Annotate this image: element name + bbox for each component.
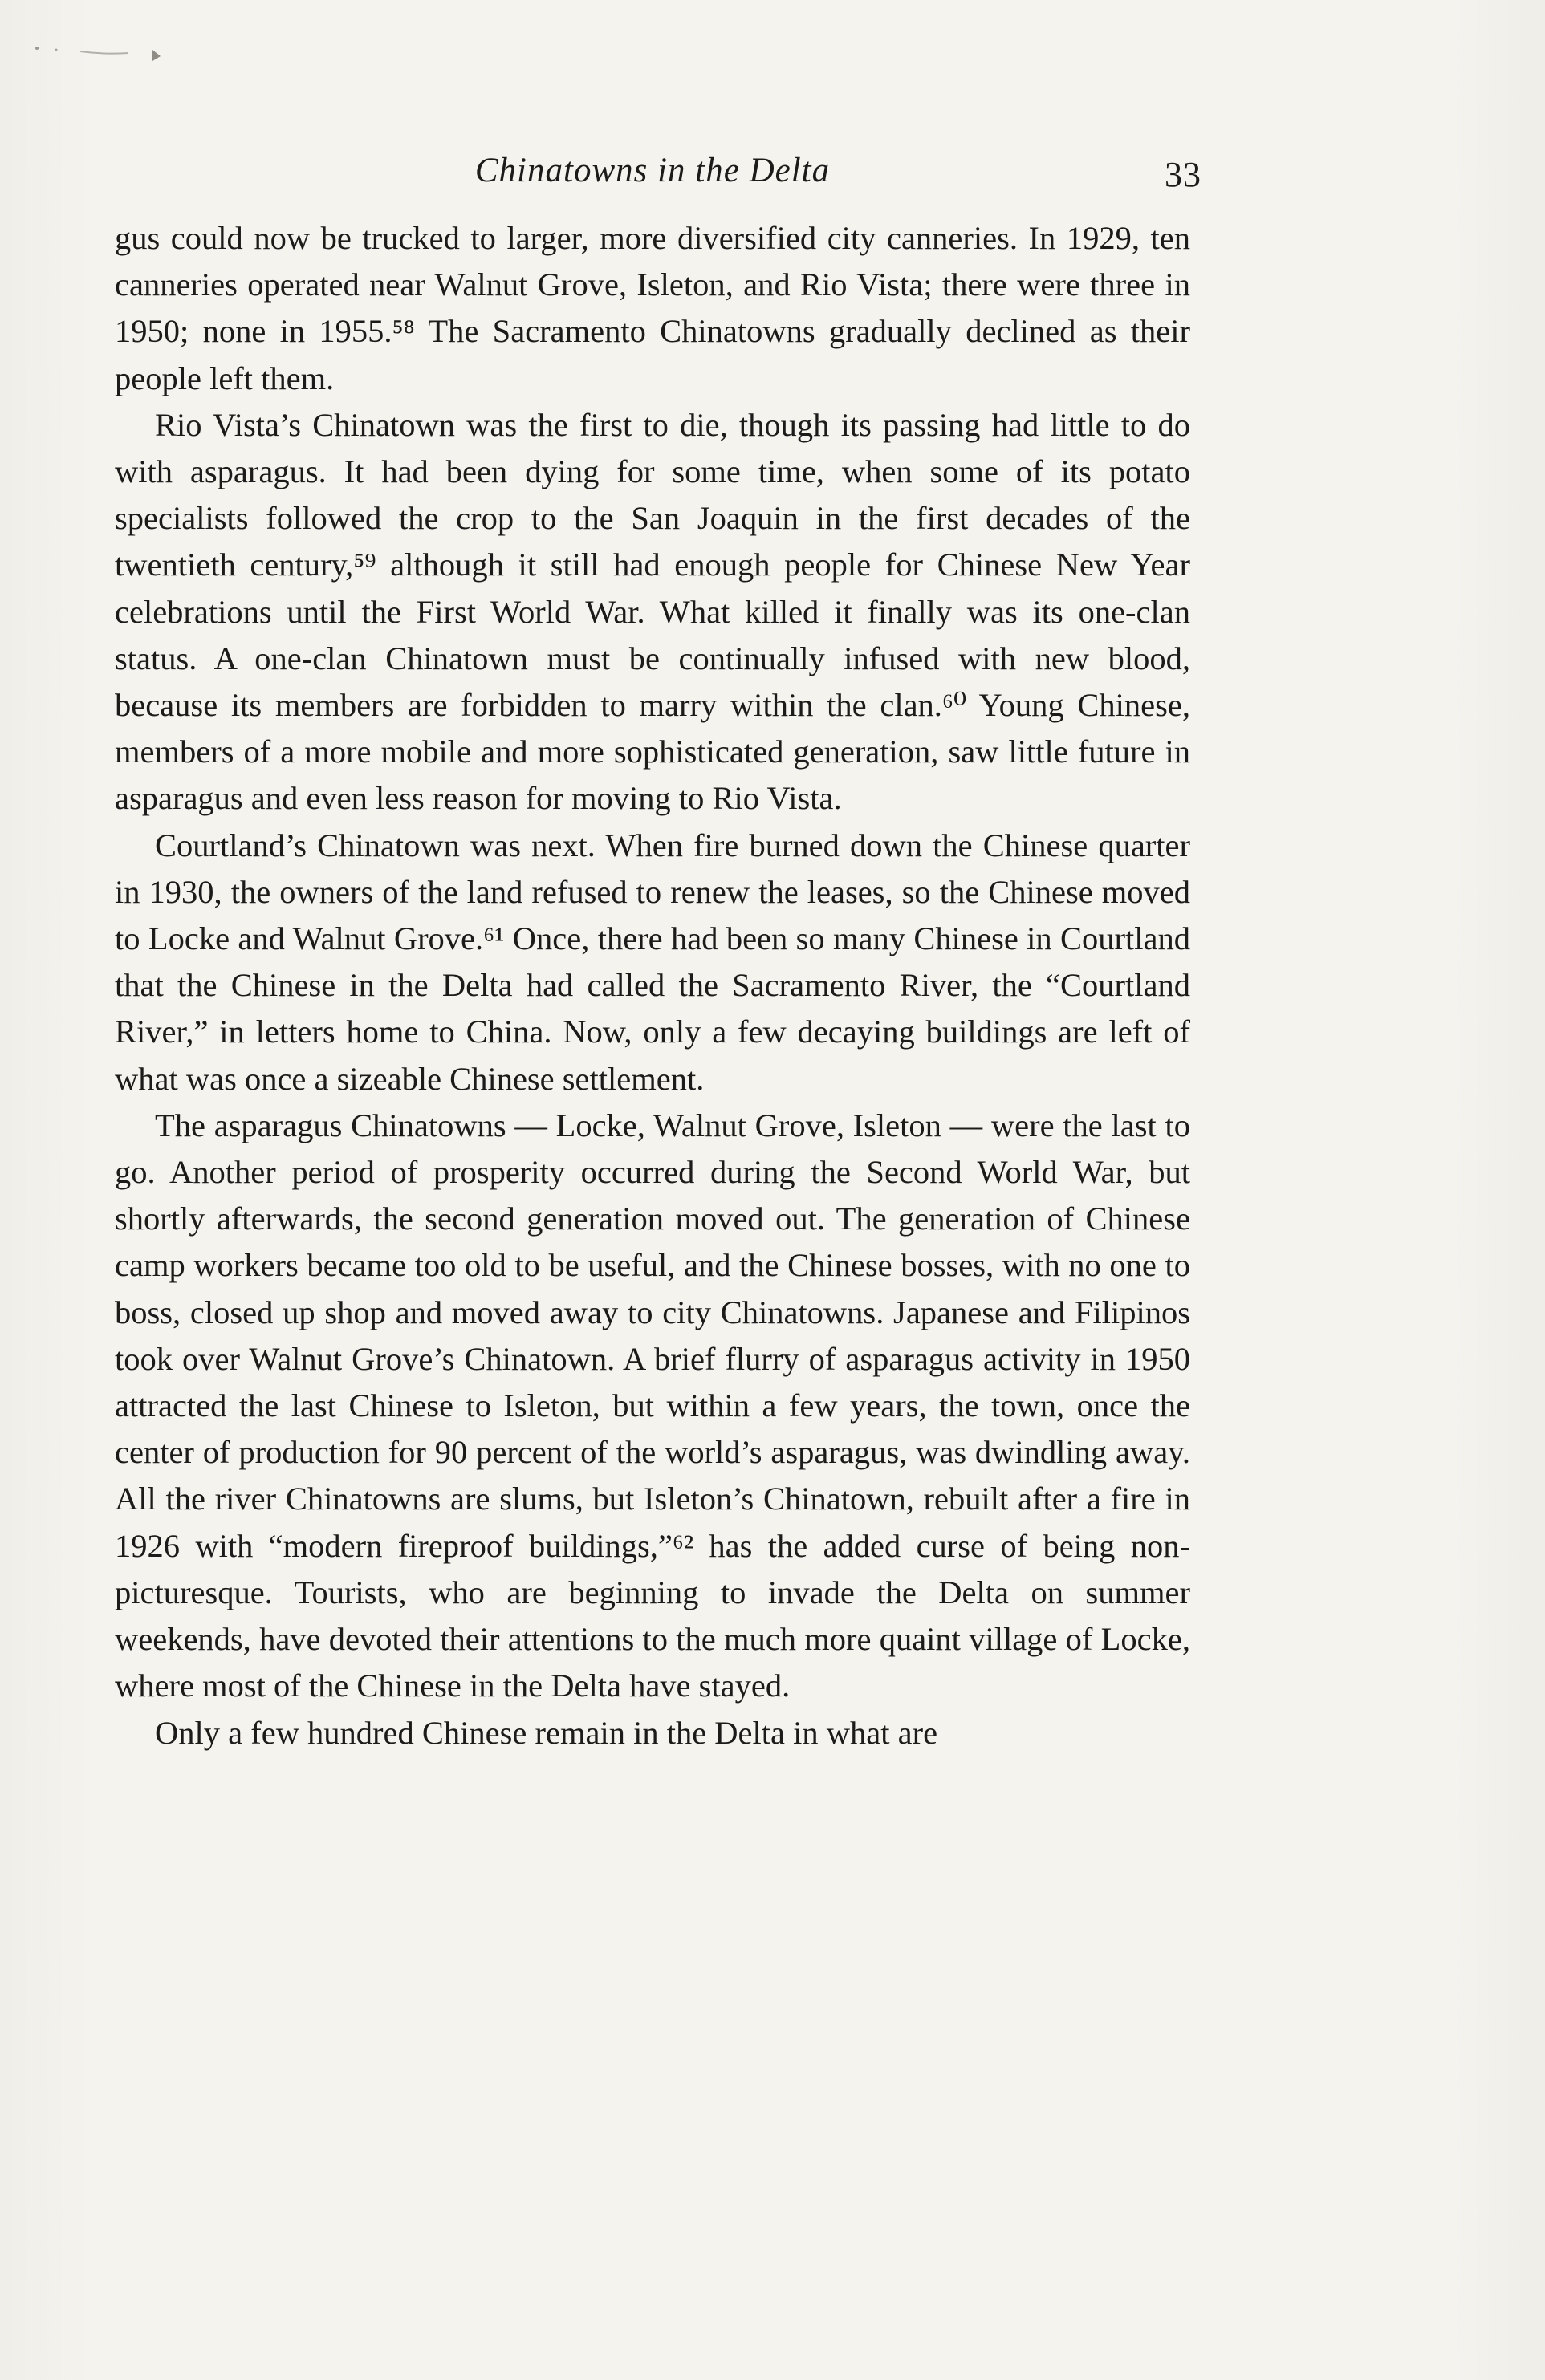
paragraph-3: Courtland’s Chinatown was next. When fire burned down the Chinese quarter in 1930, the owners of the land refused to renew the leases, so the Chinese moved to Locke and Walnut Grove.⁶¹ Once, there had been so many Chinese in Courtland that the Chinese in the Delta had called the Sacramento River, the “Courtland River,” in letters home to China. Now, only a few decaying buildings are left of what was once a sizeable Chinese settlement. — [115, 827, 1190, 1097]
scan-speck-mark — [32, 42, 169, 63]
paragraph-4: The asparagus Chinatowns — Locke, Walnut Grove, Isleton — were the last to go. Another period of prosperity occurred during the Second World War, but shortly afterwards, the second generation moved out. The generation of Chinese camp workers became too old to be useful, and the Chinese bosses, with no one to boss, closed up shop and moved away to city Chinatowns. Japanese and Filipinos took over Walnut Grove’s Chinatown. A brief flurry of asparagus activity in 1950 attracted the last Chinese to Isleton, but within a few years, the town, once the center of production for 90 percent of the world’s asparagus, was dwindling away. All the river Chinatowns are slums, but Isleton’s Chinatown, rebuilt after a fire in 1926 with “modern fireproof buildings,”⁶² has the added curse of being non-picturesque. Tourists, who are beginning to invade the Delta on summer weekends, have devoted their attentions to the much more quaint village of Locke, where most of the Chinese in the Delta have stayed. — [115, 1107, 1190, 1704]
paragraph-1: gus could now be trucked to larger, more diversified city canneries. In 1929, ten canneries operated near Walnut Grove, Isleton, and Rio Vista; there were three in 1950; none in 1955.⁵⁸ The Sacramento Chinatowns gradually declined as their people left them. — [115, 220, 1190, 396]
page-number: 33 — [1165, 155, 1201, 194]
paragraph-5: Only a few hundred Chinese remain in the Delta in what are — [155, 1714, 938, 1751]
running-head-title: Chinatowns in the Delta — [474, 152, 831, 189]
paragraph-2: Rio Vista’s Chinatown was the first to die, though its passing had little to do with asparagus. It had been dying for some time, when some of its potato specialists followed the crop to the San Joaquin in the first decades of the twentieth century,⁵⁹ although it still had enough people for Chinese New Year celebrations until the First World War. What killed it finally was its one-clan status. A one-clan Chinatown must be continually infused with new blood, because its members are forbidden to marry within the clan.⁶⁰ Young Chinese, members of a more mobile and more sophisticated generation, saw little future in asparagus and even less reason for moving to Rio Vista. — [115, 406, 1190, 817]
running-head — [115, 144, 1201, 201]
body-text — [115, 215, 1190, 1757]
